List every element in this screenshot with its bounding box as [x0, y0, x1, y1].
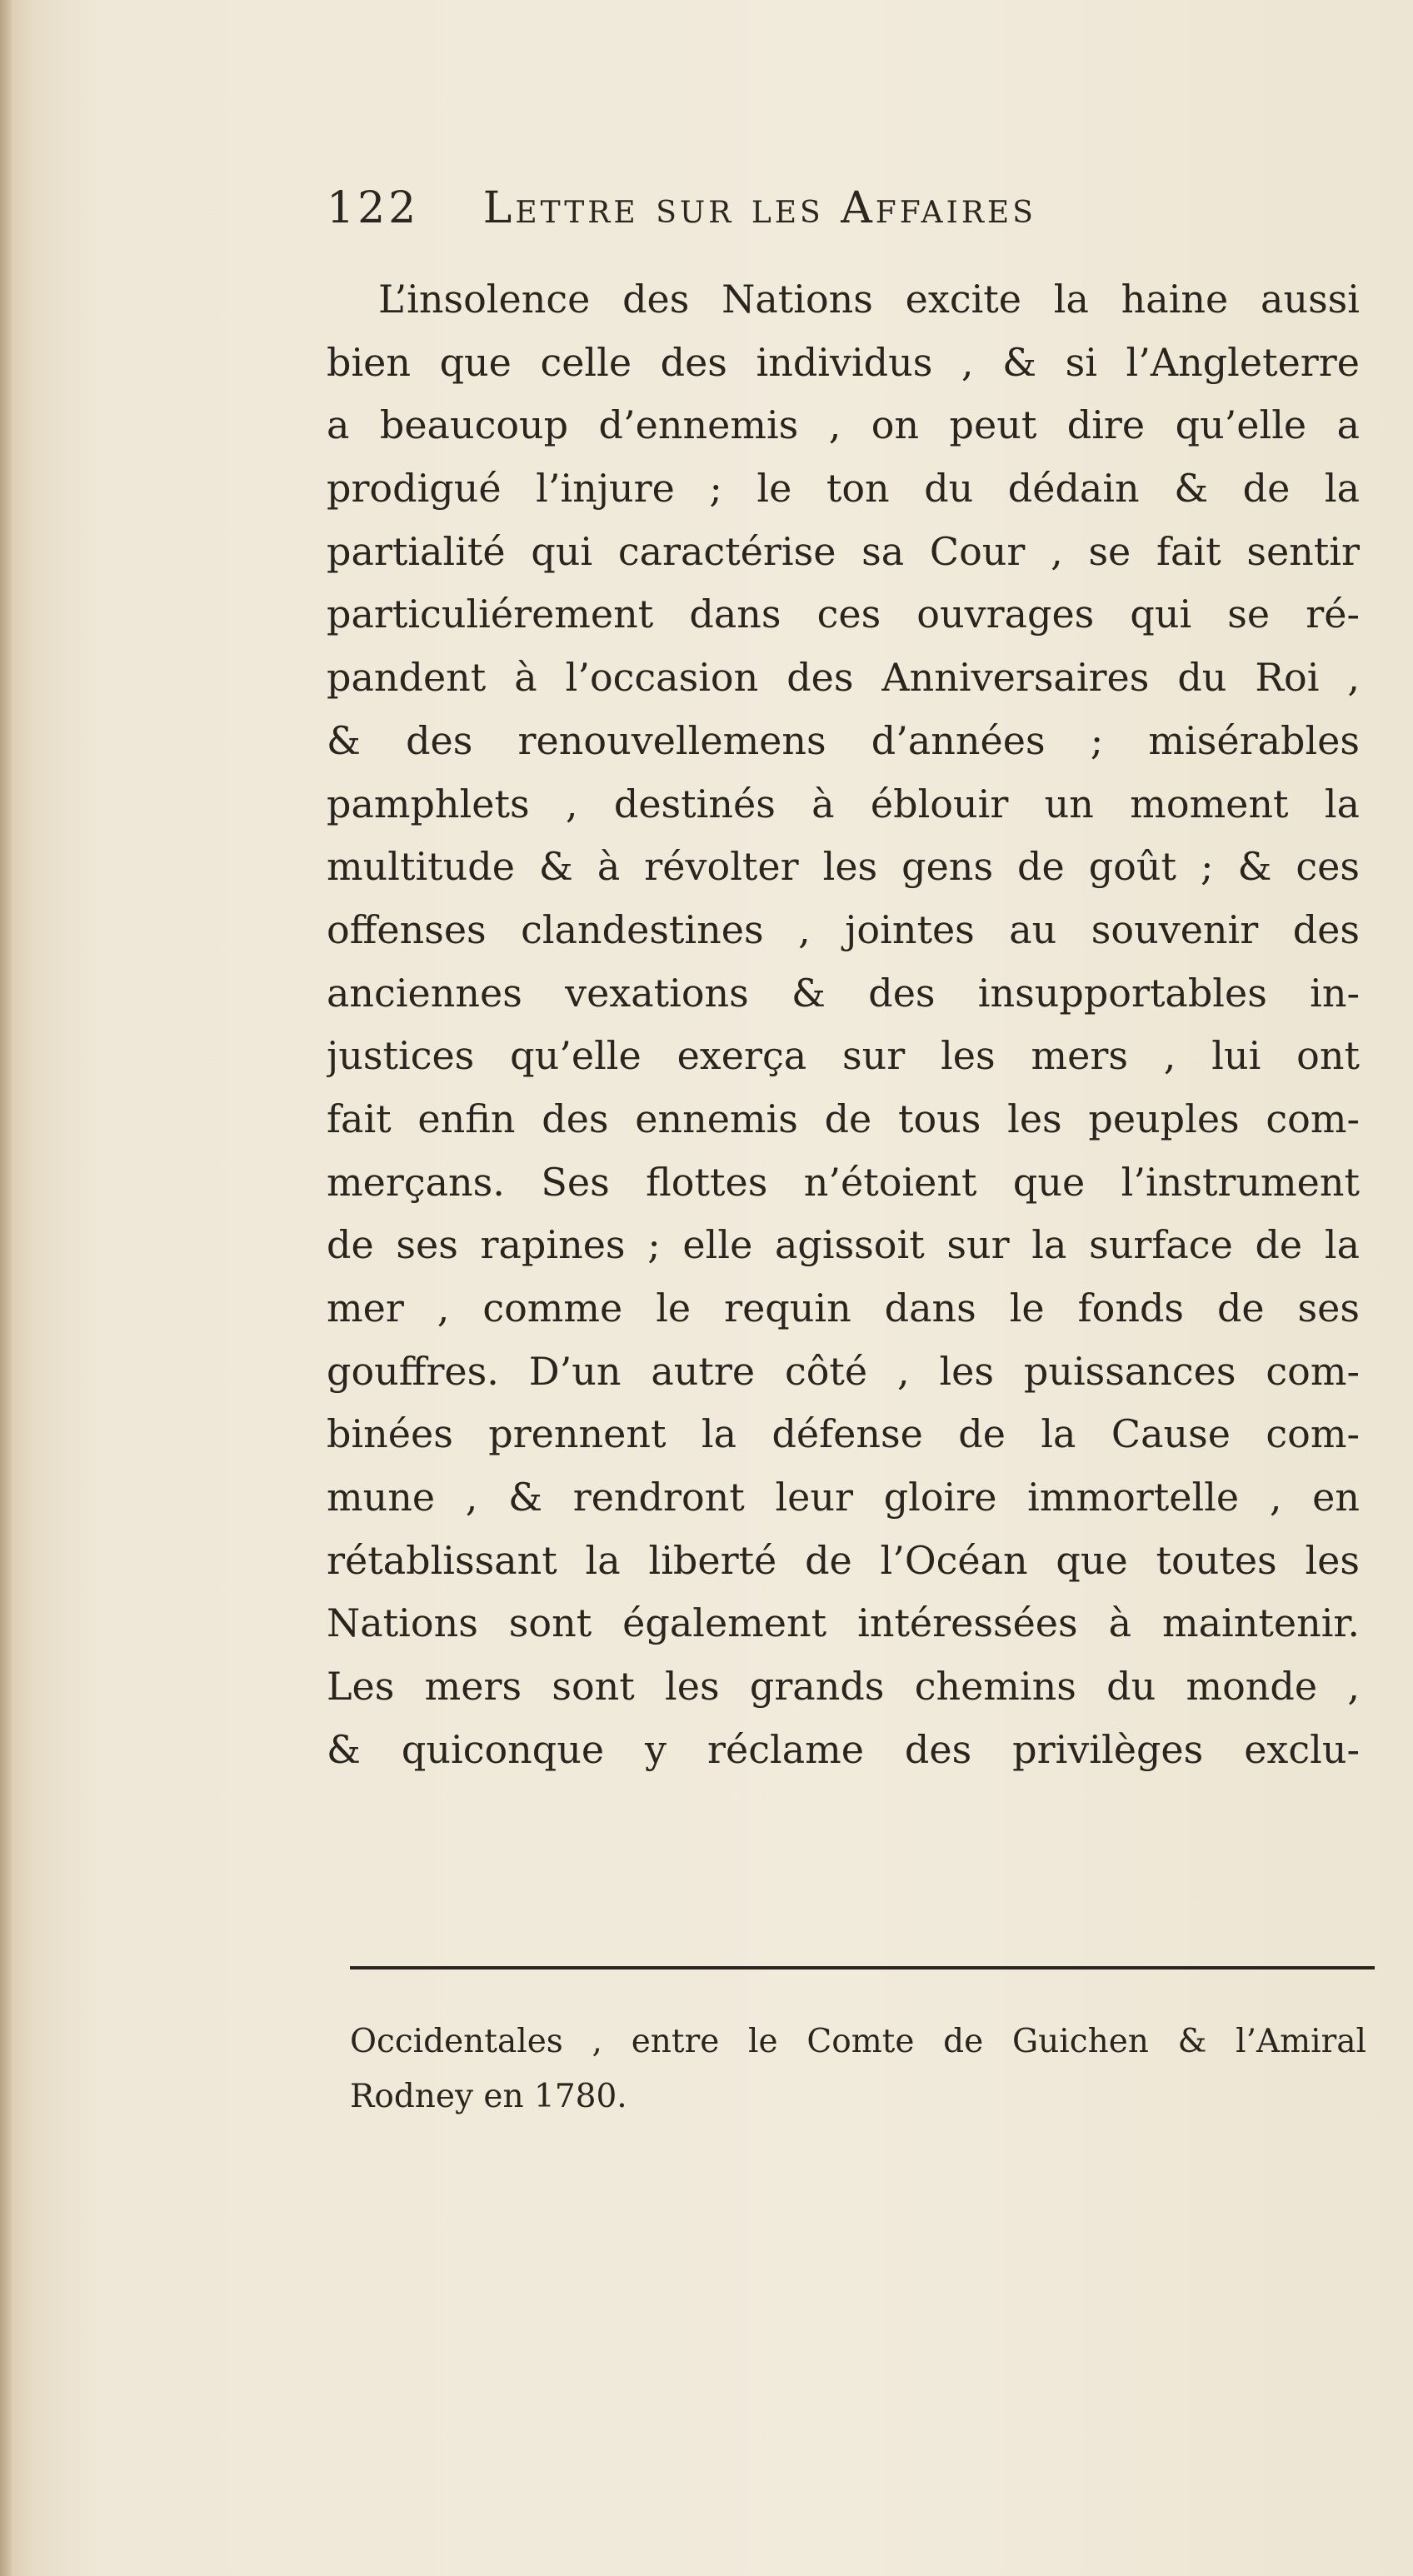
text-line: bien que celle des individus , & si l’Angleterre — [327, 339, 1360, 385]
text-line: justices qu’elle exerça sur les mers , lui ont — [327, 1033, 1360, 1079]
text-line: binées prennent la défense de la Cause com- — [327, 1411, 1360, 1457]
text-line: pandent à l’occasion des Anniversaires du Roi , — [327, 655, 1360, 701]
footnote — [350, 2014, 1366, 2124]
text-line: rétablissant la liberté de l’Océan que toutes les — [327, 1537, 1360, 1583]
running-title: Lettre sur les Affaires — [482, 183, 1036, 233]
text-line: de ses rapines ; elle agissoit sur la surface de la — [327, 1222, 1360, 1268]
text-line: mune , & rendront leur gloire immortelle , en — [327, 1475, 1360, 1520]
text-line: L’insolence des Nations excite la haine aussi — [378, 277, 1360, 322]
text-line: partialité qui caractérise sa Cour , se fait sentir — [327, 528, 1360, 574]
text-line: & quiconque y réclame des privilèges exclu- — [327, 1726, 1360, 1772]
footnote-line: Occidentales , entre le Comte de Guichen & l’Amiral — [350, 2023, 1366, 2060]
text-line: mer , comme le requin dans le fonds de ses — [327, 1286, 1360, 1330]
running-header — [327, 183, 1368, 250]
text-line: offenses clandestines , jointes au souvenir des — [327, 906, 1360, 952]
text-line: & des renouvellemens d’années ; misérables — [327, 717, 1360, 763]
text-line: anciennes vexations & des insupportables in- — [327, 970, 1360, 1016]
footnote-rule — [350, 1966, 1375, 1969]
text-line: Nations sont également intéressées à maintenir. — [327, 1600, 1360, 1646]
body-text — [327, 268, 1360, 1782]
page-number: 122 — [327, 183, 420, 233]
text-line: prodigué l’injure ; le ton du dédain & de la — [327, 466, 1360, 512]
text-line: Les mers sont les grands chemins du monde , — [327, 1664, 1360, 1710]
page-edge-shadow — [0, 0, 12, 2576]
text-line: particuliérement dans ces ouvrages qui se ré- — [327, 592, 1360, 637]
text-line: a beaucoup d’ennemis , on peut dire qu’elle a — [327, 402, 1360, 448]
text-line: merçans. Ses flottes n’étoient que l’instrument — [327, 1159, 1360, 1205]
text-line: gouffres. D’un autre côté , les puissances com- — [327, 1348, 1360, 1394]
text-line: pamphlets , destinés à éblouir un moment la — [327, 781, 1360, 826]
text-line: fait enfin des ennemis de tous les peuples com- — [327, 1096, 1360, 1141]
footnote-line: Rodney en 1780. — [350, 2078, 627, 2115]
text-line: multitude & à révolter les gens de goût ; & ces — [327, 844, 1360, 890]
